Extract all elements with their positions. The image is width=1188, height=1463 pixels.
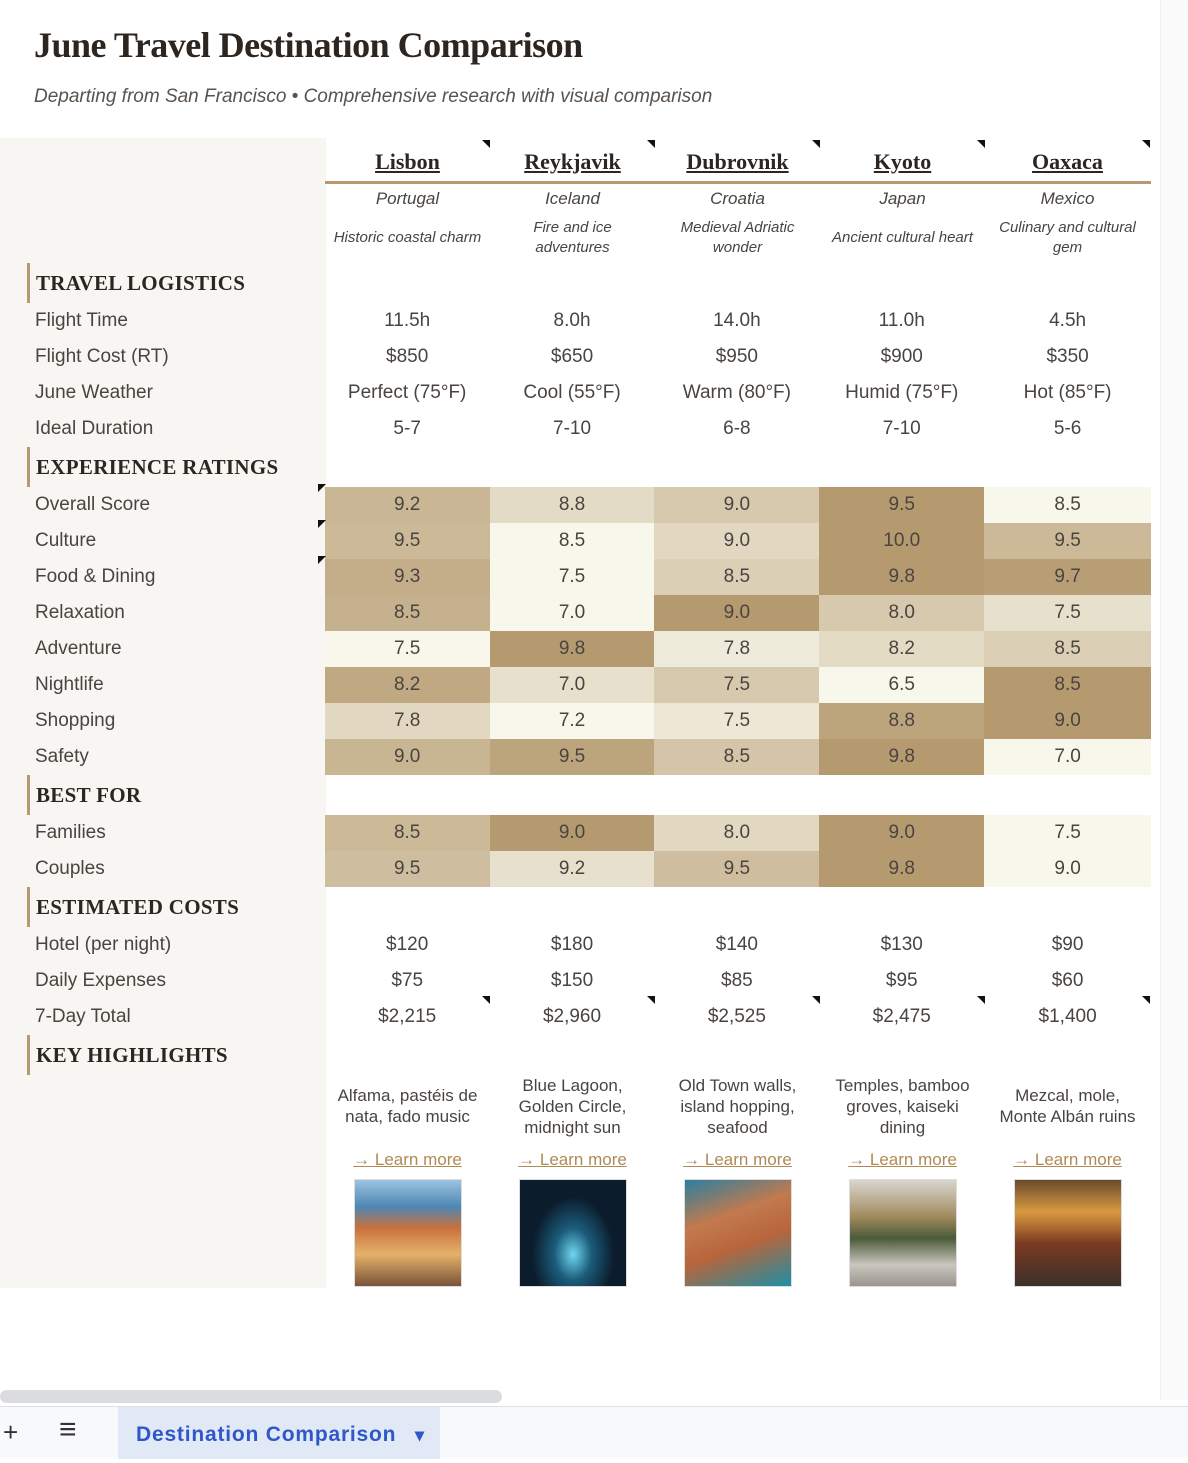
horizontal-scrollbar[interactable] [0, 1390, 502, 1403]
country: Portugal [375, 189, 440, 208]
tagline-row [325, 216, 1151, 260]
section-header: ESTIMATED COSTS [27, 887, 239, 927]
note-indicator [318, 556, 326, 564]
cell[interactable]: 8.5 [654, 559, 819, 595]
image-row [325, 1179, 1151, 1287]
cell[interactable]: 11.5h [384, 310, 431, 331]
cell[interactable]: 7.5 [654, 667, 819, 703]
note-indicator [482, 996, 490, 1004]
cell[interactable]: $950 [715, 346, 759, 367]
cell[interactable]: 7.0 [984, 739, 1151, 775]
cell[interactable]: 5-7 [393, 418, 421, 439]
cell[interactable]: $900 [880, 346, 923, 367]
section-header: KEY HIGHLIGHTS [27, 1035, 228, 1075]
dropdown-icon[interactable]: ▾ [414, 1425, 425, 1445]
note-indicator [1142, 996, 1150, 1004]
learn-more-link[interactable]: → Learn more [1013, 1150, 1122, 1169]
cell[interactable]: 4.5h [1049, 310, 1087, 331]
country: Croatia [710, 189, 765, 208]
row-label: Hotel (per night) [35, 934, 172, 955]
row-label: Safety [35, 746, 89, 767]
cell[interactable]: $2,475 [872, 1006, 931, 1027]
cell[interactable]: 7.8 [654, 631, 819, 667]
highlight-text: Temples, bamboo groves, kaiseki dining [835, 1075, 970, 1137]
cell[interactable]: 9.3 [325, 559, 490, 595]
learn-more-link[interactable]: → Learn more [683, 1150, 792, 1169]
learn-more-link[interactable]: → Learn more [848, 1150, 957, 1169]
cell[interactable]: 8.5 [984, 631, 1151, 667]
cell[interactable]: Cool (55°F) [523, 382, 621, 403]
cell[interactable]: 7.2 [490, 703, 655, 739]
table-row [0, 339, 1151, 375]
cell[interactable]: $60 [1051, 970, 1084, 991]
cell[interactable]: 9.0 [984, 851, 1151, 887]
cell[interactable]: 8.0 [654, 815, 819, 851]
cell[interactable]: 8.5 [654, 739, 819, 775]
country: Japan [879, 189, 926, 208]
learn-more-cell [820, 1148, 985, 1172]
cell[interactable]: $850 [386, 346, 429, 367]
learn-more-link[interactable]: → Learn more [353, 1150, 462, 1169]
cell[interactable]: 9.5 [325, 851, 490, 887]
row-label: June Weather [35, 382, 153, 403]
highlight-text: Old Town walls, island hopping, seafood [678, 1075, 797, 1137]
image-cell [325, 1179, 490, 1287]
cell[interactable]: $90 [1051, 934, 1084, 955]
lisbon-photo[interactable] [354, 1179, 462, 1287]
page-subtitle: Departing from San Francisco • Comprehensive research with visual comparison [34, 86, 713, 107]
table-row [0, 631, 1151, 667]
cell[interactable]: 8.0 [819, 595, 984, 631]
cell[interactable]: $150 [550, 970, 594, 991]
dubrovnik-photo[interactable] [684, 1179, 792, 1287]
learn-more-cell [325, 1148, 490, 1172]
cell[interactable]: 14.0h [713, 310, 761, 331]
cell[interactable]: $2,960 [542, 1006, 602, 1027]
row-label: Families [35, 822, 106, 843]
cell[interactable]: 8.5 [490, 523, 655, 559]
table-row [0, 815, 1151, 851]
cell[interactable]: 9.8 [819, 739, 984, 775]
cell[interactable]: Perfect (75°F) [347, 382, 467, 403]
cell[interactable]: 7.5 [984, 815, 1151, 851]
section-header: BEST FOR [27, 775, 141, 815]
table-row [0, 999, 1151, 1035]
tagline: Culinary and cultural gem [999, 219, 1136, 256]
cell[interactable]: 9.5 [984, 523, 1151, 559]
row-label: Couples [35, 858, 105, 879]
cell[interactable]: 7.8 [325, 703, 490, 739]
cell[interactable]: 6.5 [819, 667, 984, 703]
cell[interactable]: 9.8 [819, 851, 984, 887]
cell[interactable]: 9.2 [325, 487, 490, 523]
cell[interactable]: $350 [1046, 346, 1089, 367]
table-row [0, 963, 1151, 999]
row-label: Culture [35, 530, 97, 551]
cell[interactable]: 8.2 [819, 631, 984, 667]
cell[interactable]: 7.5 [490, 559, 655, 595]
cell[interactable]: $650 [550, 346, 594, 367]
cell[interactable]: 7.0 [490, 595, 655, 631]
cell[interactable]: 8.5 [984, 487, 1151, 523]
note-indicator [318, 520, 326, 528]
section-header: TRAVEL LOGISTICS [27, 263, 245, 303]
learn-more-cell [655, 1148, 820, 1172]
note-indicator [647, 996, 655, 1004]
country-row [325, 186, 1151, 212]
cell[interactable]: Warm (80°F) [682, 382, 791, 403]
table-row [0, 411, 1151, 447]
cell[interactable]: 8.8 [490, 487, 655, 523]
cell[interactable]: 7-10 [882, 418, 921, 439]
tagline: Fire and ice adventures [533, 219, 612, 256]
cell[interactable]: 8.5 [984, 667, 1151, 703]
sheet-tab-destination-comparison[interactable] [118, 1407, 440, 1459]
header-reykjavik[interactable]: Reykjavik [524, 149, 621, 174]
cell[interactable]: 9.0 [819, 815, 984, 851]
note-indicator [977, 996, 985, 1004]
tagline: Medieval Adriatic wonder [680, 219, 795, 256]
cell[interactable]: 9.5 [490, 739, 655, 775]
section-header: EXPERIENCE RATINGS [27, 447, 278, 487]
learn-more-row [325, 1148, 1151, 1172]
cell[interactable]: $120 [386, 934, 429, 955]
note-indicator [647, 140, 655, 148]
learn-more-cell [490, 1148, 655, 1172]
cell[interactable]: 5-6 [1053, 418, 1082, 439]
learn-more-cell [985, 1148, 1150, 1172]
cell[interactable]: 9.0 [984, 703, 1151, 739]
header-row [325, 140, 1151, 184]
table-row [0, 851, 1151, 887]
cell[interactable]: 8.8 [819, 703, 984, 739]
cell[interactable]: 9.5 [654, 851, 819, 887]
image-cell [820, 1179, 985, 1287]
kyoto-photo[interactable] [849, 1179, 957, 1287]
cell[interactable]: 8.5 [325, 595, 490, 631]
cell[interactable]: 7.0 [490, 667, 655, 703]
cell[interactable]: 7.5 [654, 703, 819, 739]
cell[interactable]: 10.0 [819, 523, 984, 559]
tagline: Ancient cultural heart [832, 229, 973, 246]
country: Iceland [545, 189, 600, 208]
row-label: Food & Dining [35, 566, 156, 587]
cell[interactable]: 9.0 [654, 487, 819, 523]
cell[interactable]: 9.0 [654, 595, 819, 631]
cell[interactable]: Humid (75°F) [845, 382, 959, 403]
page-title: June Travel Destination Comparison [34, 25, 583, 65]
learn-more-link[interactable]: → Learn more [518, 1150, 627, 1169]
row-label: Flight Cost (RT) [35, 346, 169, 367]
right-gutter [1160, 0, 1188, 1400]
note-indicator [482, 140, 490, 148]
highlight-text: Mezcal, mole, Monte Albán ruins [999, 1086, 1136, 1126]
note-indicator [977, 140, 985, 148]
row-label: 7-Day Total [35, 1006, 131, 1027]
cell[interactable]: 7.5 [325, 631, 490, 667]
cell[interactable]: $140 [715, 934, 759, 955]
table-row [0, 703, 1151, 739]
row-label: Nightlife [35, 674, 104, 695]
header-dubrovnik[interactable]: Dubrovnik [686, 149, 789, 174]
cell[interactable]: 11.0h [878, 310, 925, 331]
add-sheet-icon[interactable]: + [3, 1417, 19, 1447]
aurora-photo[interactable] [519, 1179, 627, 1287]
cell[interactable]: 9.7 [984, 559, 1151, 595]
header-lisbon[interactable]: Lisbon [375, 149, 440, 174]
table-row [0, 927, 1151, 963]
sheet-tab-label: Destination Comparison [136, 1423, 397, 1446]
row-label: Adventure [35, 638, 122, 659]
image-cell [490, 1179, 655, 1287]
row-label: Flight Time [35, 310, 128, 331]
cell[interactable]: 9.0 [654, 523, 819, 559]
cell[interactable]: $180 [550, 934, 594, 955]
table-row [0, 739, 1151, 775]
cell[interactable]: $2,525 [707, 1006, 766, 1027]
highlight-text: Blue Lagoon, Golden Circle, midnight sun [518, 1075, 627, 1137]
header-oaxaca[interactable]: Oaxaca [1032, 149, 1103, 174]
cell[interactable]: 7-10 [553, 418, 592, 439]
cell[interactable]: $130 [880, 934, 923, 955]
cell[interactable]: $2,215 [378, 1006, 437, 1027]
note-indicator [1142, 140, 1150, 148]
cell[interactable]: $85 [721, 970, 753, 991]
header-kyoto[interactable]: Kyoto [873, 149, 932, 174]
row-label: Overall Score [35, 494, 151, 515]
table-row [0, 523, 1151, 559]
cell[interactable]: 9.5 [819, 487, 984, 523]
table-row [0, 303, 1151, 339]
cell[interactable]: 9.5 [325, 523, 490, 559]
table-row [0, 487, 1151, 523]
note-indicator [318, 484, 326, 492]
cell[interactable]: 8.5 [325, 815, 490, 851]
oaxaca-photo[interactable] [1014, 1179, 1122, 1287]
highlights-row [325, 1072, 1151, 1140]
table-row [0, 559, 1151, 595]
cell[interactable]: 9.0 [325, 739, 490, 775]
cell[interactable]: 8.2 [325, 667, 490, 703]
cell[interactable]: $1,400 [1038, 1006, 1097, 1027]
country: Mexico [1040, 189, 1095, 208]
row-label: Shopping [35, 710, 116, 731]
cell[interactable]: $75 [391, 970, 424, 991]
tagline: Historic coastal charm [333, 229, 482, 246]
cell[interactable]: 9.8 [490, 631, 655, 667]
table-row [0, 375, 1151, 411]
cell[interactable]: 7.5 [984, 595, 1151, 631]
sheet-tab-bar [0, 1406, 1188, 1458]
note-indicator [812, 140, 820, 148]
note-indicator [812, 996, 820, 1004]
table-row [0, 667, 1151, 703]
row-label: Daily Expenses [35, 970, 166, 991]
table-row [0, 595, 1151, 631]
cell[interactable]: 9.8 [819, 559, 984, 595]
cell[interactable]: $95 [885, 970, 918, 991]
cell[interactable]: Hot (85°F) [1023, 382, 1112, 403]
cell[interactable]: 8.0h [553, 310, 591, 331]
highlight-text: Alfama, pastéis de nata, fado music [337, 1086, 478, 1126]
row-label: Ideal Duration [35, 418, 154, 439]
cell[interactable]: 9.2 [490, 851, 655, 887]
cell[interactable]: 9.0 [490, 815, 655, 851]
row-label: Relaxation [35, 602, 125, 623]
all-sheets-menu-icon[interactable]: ≡ [59, 1413, 77, 1446]
image-cell [655, 1179, 820, 1287]
cell[interactable]: 6-8 [723, 418, 751, 439]
image-cell [985, 1179, 1150, 1287]
